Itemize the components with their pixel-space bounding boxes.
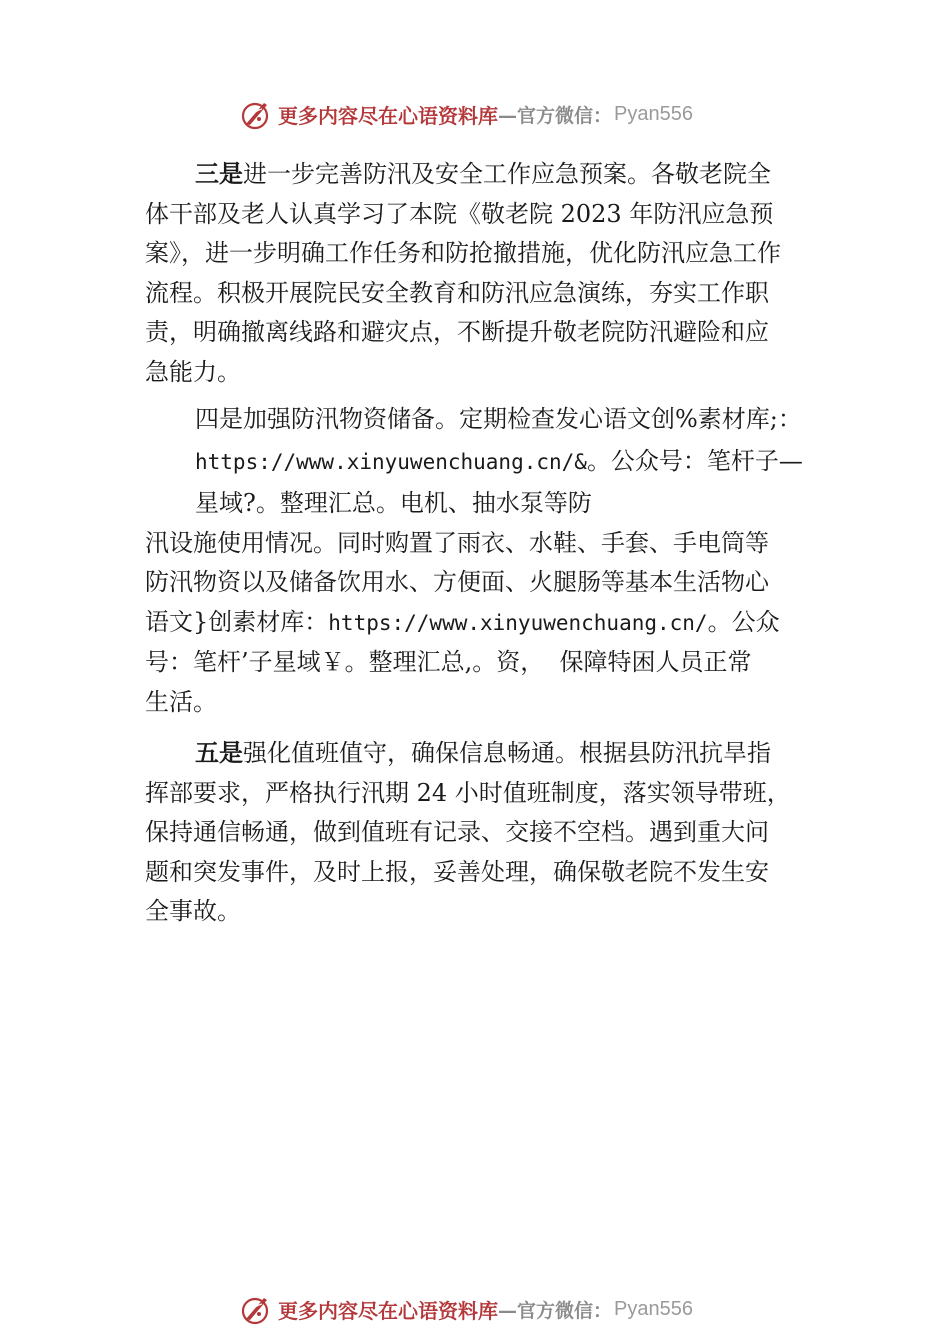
paragraph-three-line-4: 流程。积极开展院民安全教育和防汛应急演练，夯实工作职 xyxy=(145,278,769,307)
paragraph-five-line-4: 题和突发事件，及时上报，妥善处理，确保敬老院不发生安 xyxy=(145,857,769,886)
paragraph-four-line-4: 汛设施使用情况。同时购置了雨衣、水鞋、手套、手电筒等 xyxy=(145,528,769,557)
watermark-latin-text: Pyan556 xyxy=(614,1297,693,1320)
paragraph-four-line-8: 生活。 xyxy=(145,687,217,716)
quill-logo-icon xyxy=(238,97,272,131)
paragraph-five xyxy=(145,734,815,932)
paragraph-four xyxy=(145,400,815,722)
document-body xyxy=(145,155,815,932)
paragraph-three-lead: 三是 xyxy=(195,160,243,188)
paragraph-three-line-5: 责，明确撤离线路和避灾点，不断提升敬老院防汛避险和应 xyxy=(145,318,769,346)
paragraph-four-line-6-rest: 。公众 xyxy=(707,607,780,636)
footer-watermark xyxy=(238,1289,693,1329)
paragraph-five-line-3: 保持通信畅通，做到值班有记录、交接不空档。遇到重大问 xyxy=(145,818,769,846)
paragraph-five-line-2: 挥部要求，严格执行汛期 24 小时值班制度，落实领导带班， xyxy=(145,778,791,807)
watermark-red-text: 更多内容尽在心语资料库 xyxy=(278,103,498,128)
paragraph-four-line-3: 星域?。整理汇总。电机、抽水泵等防 xyxy=(195,489,592,517)
paragraph-five-line-5: 全事故。 xyxy=(145,897,241,925)
paragraph-four-line-2 xyxy=(145,442,815,483)
watermark-dash-text: —官方微信： xyxy=(498,104,613,127)
watermark-red-text: 更多内容尽在心语资料库 xyxy=(278,1298,498,1323)
quill-logo-icon xyxy=(238,1292,272,1326)
paragraph-three-line-3: 案》，进一步明确工作任务和防抢撤措施，优化防汛应急工作 xyxy=(145,239,781,267)
paragraph-four-line-6-pre: 语文}创素材库： xyxy=(145,607,329,636)
paragraph-three-line-6: 急能力。 xyxy=(145,357,241,386)
paragraph-three-line-2: 体干部及老人认真学习了本院《敬老院 2023 年防汛应急预 xyxy=(145,199,774,228)
paragraph-four-line-1: 四是加强防汛物资储备。定期检查发心语文创%素材库;： xyxy=(195,405,802,433)
paragraph-four-line-5: 防汛物资以及储备饮用水、方便面、火腿肠等基本生活物心 xyxy=(145,568,769,596)
watermark-latin-text: Pyan556 xyxy=(614,102,693,125)
paragraph-three xyxy=(145,155,815,392)
watermark-dash-text: —官方微信： xyxy=(498,1299,613,1322)
paragraph-five-line-1 xyxy=(145,734,815,774)
paragraph-four-line-6 xyxy=(145,603,815,644)
paragraph-four-url-2: https://www.xinyuwenchuang.cn/ xyxy=(328,610,708,635)
header-watermark xyxy=(238,94,693,134)
paragraph-four-line-7: 号：笔杆’子星域￥。整理汇总,。资， 保障特困人员正常 xyxy=(145,648,752,676)
paragraph-five-text: 强化值班值守，确保信息畅通。根据县防汛抗旱指 xyxy=(243,739,771,767)
paragraph-five-lead: 五是 xyxy=(195,739,243,767)
paragraph-four-line-2-rest: 。公众号：笔杆子— xyxy=(586,446,803,475)
paragraph-three-text: 进一步完善防汛及安全工作应急预案。各敬老院全 xyxy=(243,160,771,188)
paragraph-three-line-1 xyxy=(145,155,815,195)
paragraph-four-url: https://www.xinyuwenchuang.cn/& xyxy=(195,449,587,474)
